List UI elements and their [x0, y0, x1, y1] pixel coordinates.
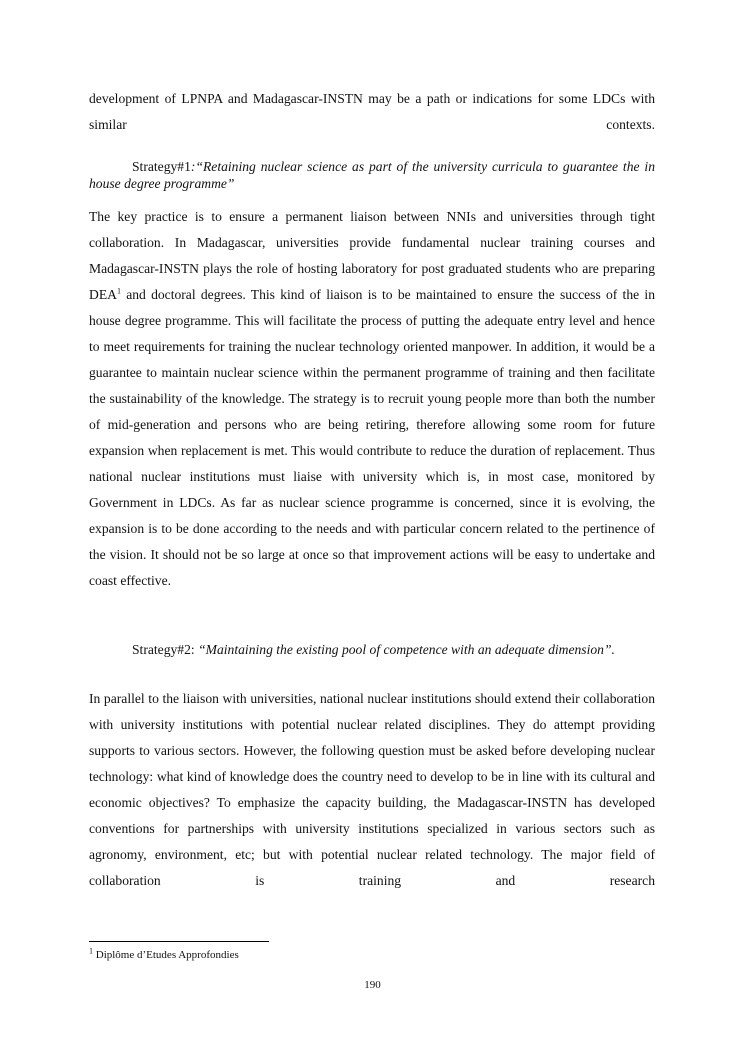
intro-paragraph: development of LPNPA and Madagascar-INSTN may be a path or indications for some LDCs with similar contexts.: [89, 91, 655, 132]
footnote-reference: 1: [116, 286, 121, 296]
footnote-number: 1: [89, 946, 93, 956]
strategy1-heading: Strategy#1:“Retaining nuclear science as part of the university curricula to guarantee the in house degree programme”: [89, 159, 655, 191]
strategy2-heading: Strategy#2: “Maintaining the existing pool of competence with an adequate dimension”.: [132, 642, 615, 657]
paragraph-2: In parallel to the liaison with universities, national nuclear institutions should extend their collaboration with university institutions with potential nuclear related disciplines. They do attempt providing supports to various sectors. However, the following question must be asked before developing nuclear technology: what kind of knowledge does the country need to develop to be in line with its cultural and economic objectives? To emphasize the capacity building, the Madagascar-INSTN has developed conventions for partnerships with university institutions specialized in various sectors such as agronomy, environment, etc; but with potential nuclear related technology. The major field of collaboration is training and research: [89, 691, 655, 888]
strategy1-title: “Retaining nuclear science as part of the university curricula to guarantee the in house degree programme”: [89, 159, 655, 191]
footnote-divider: [89, 941, 269, 942]
page-number: 190: [364, 979, 381, 991]
strategy2-label: Strategy#2: [132, 642, 191, 657]
strategy1-label: Strategy#1: [132, 159, 191, 174]
strategy2-title: “Maintaining the existing pool of competence with an adequate dimension”.: [198, 642, 615, 657]
footnote: [89, 948, 239, 962]
footnote-text: Diplôme d’Etudes Approfondies: [93, 949, 239, 961]
paragraph-1: The key practice is to ensure a permanent liaison between NNIs and universities through tight collaboration. In Madagascar, universities provide fundamental nuclear training courses and Madagascar-INSTN plays the role of hosting laboratory for post graduated students who are preparing DEA$^1$ and doctoral degrees. This kind of liaison is to be maintained to ensure the success of the in house degree programme. This will facilitate the process of putting the adequate entry level and hence to meet requirements for training the nuclear technology oriented manpower. In addition, it would be a guarantee to maintain nuclear science within the permanent programme of training and then facilitate the sustainability of the knowledge. The strategy is to recruit young people more than both the number of mid-generation and persons who are being retiring, therefore allowing some room for future expansion when replacement is met. This would contribute to reduce the duration of replacement. Thus national nuclear institutions must liaise with university which is, in most case, monitored by Government in LDCs. As far as nuclear science programme is concerned, since it is evolving, the expansion is to be done according to the needs and with particular concern related to the pertinence of the vision. It should not be so large at once so that improvement actions will be easy to undertake and coast effective.: [89, 209, 655, 588]
